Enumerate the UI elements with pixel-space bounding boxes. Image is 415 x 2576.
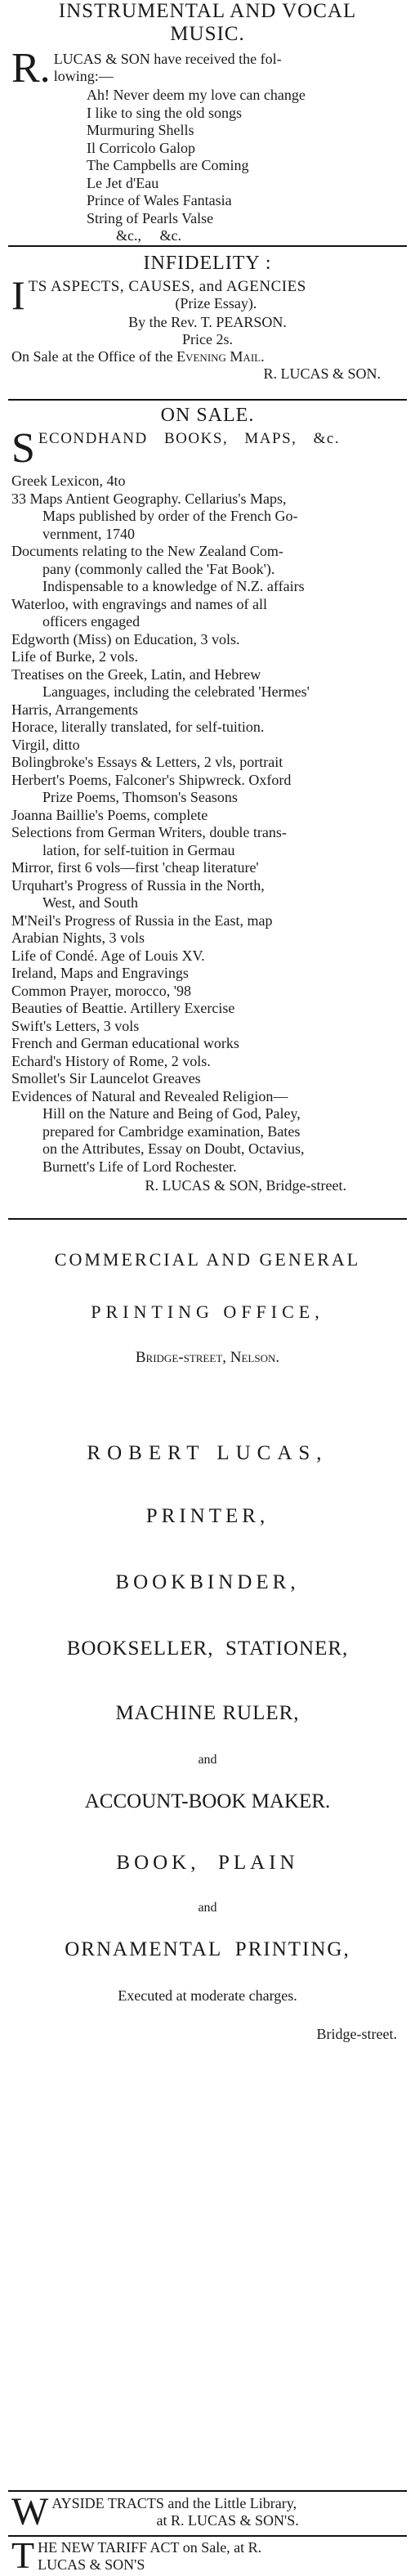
book-list-line: Documents relating to the New Zealand Com- <box>11 543 283 559</box>
book-list-line: Maps published by order of the French Go- <box>42 508 298 524</box>
book-list-line: Urquhart's Progress of Russia in the North, <box>11 876 265 894</box>
book-list-line: Harris, Arrangements <box>11 701 138 718</box>
infidelity-paper-name: Evening Mail. <box>176 348 265 365</box>
tariff-dropcap: T <box>11 2534 35 2576</box>
divider-rule <box>8 399 407 401</box>
onsale-advert <box>11 404 404 1194</box>
music-list <box>11 87 404 245</box>
tariff-advert <box>11 2534 404 2576</box>
book-list-line: Languages, including the celebrated 'Hermes' <box>42 683 310 700</box>
onsale-signature: R. LUCAS & SON, Bridge-street. <box>145 1177 346 1194</box>
music-item: The Campbells are Coming <box>87 157 249 173</box>
printing-address: Bridge-street, Nelson. <box>135 1349 280 1366</box>
book-list-line: Herbert's Poems, Falconer's Shipwreck. Oxford <box>11 771 292 788</box>
book-list-line: Bolingbroke's Essays & Letters, 2 vls, portrait <box>11 754 283 770</box>
book-list-line: Smollet's Sir Launcelot Greaves <box>11 1070 201 1086</box>
book-list-line: Beauties of Beattie. Artillery Exercise <box>11 1000 235 1016</box>
printing-executed-note: Executed at moderate charges. <box>118 1987 297 2004</box>
book-list-line: Arabian Nights, 3 vols <box>11 930 145 946</box>
printing-service-ruler: MACHINE RULER, <box>115 1702 300 1724</box>
printing-service-account: ACCOUNT-BOOK MAKER. <box>84 1790 331 1812</box>
tariff-line-2: LUCAS & SON'S <box>38 2556 145 2573</box>
music-dropcap: R. <box>11 45 51 92</box>
music-intro-line-1: LUCAS & SON have received the fol- <box>53 51 282 67</box>
infidelity-line-2: (Prize Essay). <box>175 295 257 311</box>
book-list-line: Prize Poems, Thomson's Seasons <box>42 789 238 805</box>
printing-advert <box>11 1249 404 2043</box>
printing-street: Bridge-street. <box>316 2026 397 2042</box>
music-title-line-2: MUSIC. <box>170 23 245 45</box>
music-title-line-1: INSTRUMENTAL AND VOCAL <box>58 0 357 22</box>
book-list-line: Echard's History of Rome, 2 vols. <box>11 1052 211 1069</box>
book-list-line: Selections from German Writers, double trans- <box>11 824 287 840</box>
book-list-line: Swift's Letters, 3 vols <box>11 1017 140 1034</box>
book-list-line: French and German educational works <box>11 1035 239 1051</box>
book-list-line: Hill on the Nature and Being of God, Paley, <box>42 1105 301 1122</box>
printing-and-word: and <box>198 1901 217 1915</box>
book-list-line: Life of Condé. Age of Louis XV. <box>11 947 205 964</box>
book-list-line: Life of Burke, 2 vols. <box>11 648 138 665</box>
printing-service-bookseller: BOOKSELLER, STATIONER, <box>66 1637 349 1660</box>
book-list-line: officers engaged <box>42 613 141 629</box>
book-list-line: Ireland, Maps and Engravings <box>11 965 189 981</box>
divider-rule <box>8 2535 407 2537</box>
music-item: Le Jet d'Eau <box>87 174 159 191</box>
infidelity-title: INFIDELITY : <box>143 253 272 274</box>
book-list-line: Waterloo, with engravings and names of all <box>11 595 267 612</box>
printing-and-word: and <box>198 1753 217 1767</box>
book-list-line: Evidences of Natural and Revealed Religion— <box>11 1087 288 1104</box>
infidelity-author: By the Rev. T. PEARSON. <box>128 314 287 330</box>
book-list-line: 33 Maps Antient Geography. Cellarius's Maps, <box>11 490 287 507</box>
printing-service-book-plain: BOOK, PLAIN <box>116 1852 299 1874</box>
music-item: Prince of Wales Fantasia <box>87 192 232 208</box>
book-list-line: Horace, literally translated, for self-tuition. <box>11 719 265 735</box>
book-list-line: Indispensable to a knowledge of N.Z. affairs <box>42 578 305 594</box>
music-item: String of Pearls Valse <box>87 209 214 226</box>
printing-line-1: COMMERCIAL AND GENERAL <box>54 1249 361 1270</box>
onsale-dropcap: S <box>11 425 35 472</box>
printing-line-2: PRINTING OFFICE, <box>91 1301 324 1322</box>
music-item: Il Corricolo Galop <box>87 139 195 156</box>
book-list-line: Mirror, first 6 vols—first 'cheap literature' <box>11 859 259 876</box>
book-list-line: Virgil, ditto <box>11 736 80 753</box>
infidelity-line-1: TS ASPECTS, CAUSES, and AGENCIES <box>28 278 306 295</box>
book-list-line: Common Prayer, morocco, '98 <box>11 982 191 999</box>
wayside-line-1: AYSIDE TRACTS and the Little Library, <box>51 2495 297 2511</box>
music-item: Ah! Never deem my love can change <box>87 87 306 103</box>
onsale-title: ON SALE. <box>160 405 255 426</box>
wayside-dropcap: W <box>11 2490 49 2533</box>
infidelity-dropcap: I <box>11 272 25 318</box>
infidelity-advert <box>11 252 404 383</box>
printing-service-ornamental: ORNAMENTAL PRINTING, <box>65 1938 350 1960</box>
infidelity-sale-text: On Sale at the Office of the <box>11 348 177 365</box>
divider-rule <box>8 2490 407 2492</box>
book-list-line: West, and South <box>42 894 139 911</box>
onsale-subtitle: ECONDHAND BOOKS, MAPS, &c. <box>38 430 341 447</box>
book-list-line: M'Neil's Progress of Russia in the East, map <box>11 912 273 929</box>
divider-rule <box>8 1218 407 1220</box>
printing-service-bookbinder: BOOKBINDER, <box>115 1571 300 1593</box>
book-list-line: prepared for Cambridge examination, Bates <box>42 1122 301 1140</box>
music-item: &c., &c. <box>116 227 181 244</box>
onsale-book-list <box>11 473 404 1176</box>
book-list-line: lation, for self-tuition in Germau <box>42 841 235 858</box>
book-list-line: on the Attributes, Essay on Doubt, Octavius, <box>42 1140 305 1157</box>
music-item: I like to sing the old songs <box>87 104 242 121</box>
book-list-line: pany (commonly called the 'Fat Book'). <box>42 560 275 577</box>
book-list-line: Greek Lexicon, 4to <box>11 473 126 489</box>
printing-service-printer: PRINTER, <box>145 1505 270 1527</box>
book-list-line: Joanna Baillie's Poems, complete <box>11 806 208 823</box>
music-advert <box>11 0 404 245</box>
infidelity-price: Price 2s. <box>182 331 233 347</box>
infidelity-signature: R. LUCAS & SON. <box>263 365 381 382</box>
book-list-line: Edgworth (Miss) on Education, 3 vols. <box>11 630 240 647</box>
book-list-line: Burnett's Life of Lord Rochester. <box>42 1158 237 1175</box>
printing-proprietor-name: ROBERT LUCAS, <box>87 1442 328 1464</box>
music-intro-line-2: lowing:— <box>53 68 114 84</box>
book-list-line: Treatises on the Greek, Latin, and Hebrew <box>11 665 261 683</box>
divider-rule <box>8 245 407 247</box>
wayside-advert <box>11 2490 404 2533</box>
music-item: Murmuring Shells <box>87 122 194 138</box>
book-list-line: vernment, 1740 <box>42 525 135 542</box>
tariff-line-1: HE NEW TARIFF ACT on Sale, at R. <box>38 2539 262 2556</box>
wayside-line-2: at R. LUCAS & SON'S. <box>156 2512 299 2529</box>
